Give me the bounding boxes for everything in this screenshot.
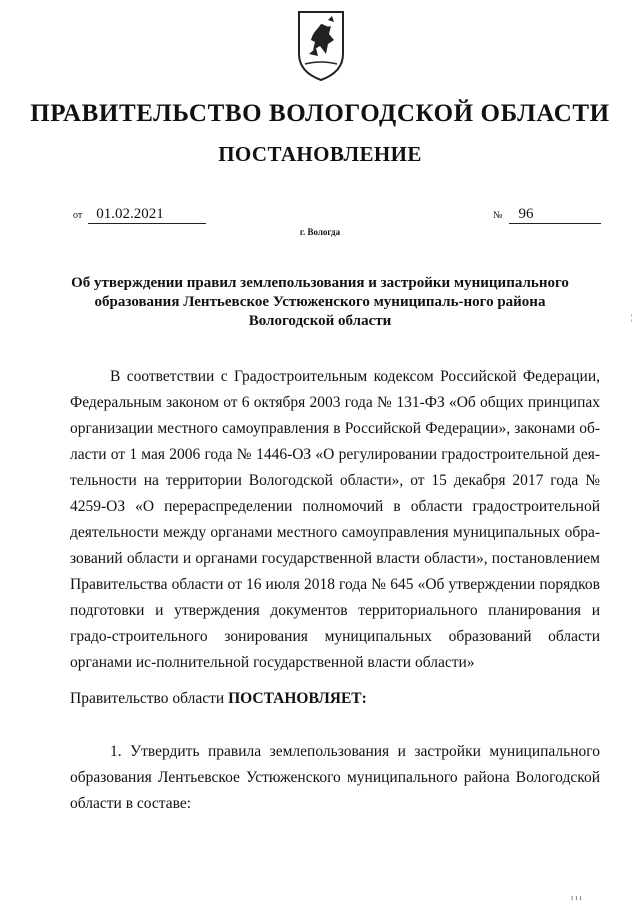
date-value: 01.02.2021 xyxy=(88,206,206,224)
page-mark: ı ı ı xyxy=(571,893,582,902)
item-1-paragraph: 1. Утвердить правила землепользования и застройки муниципального образования Лентьевское Устюженского муниципального района Вологодской области в составе: xyxy=(70,743,600,812)
document-date xyxy=(73,206,206,224)
resolving-word: ПОСТАНОВЛЯЕТ: xyxy=(228,690,367,707)
resolving-prefix: Правительство области xyxy=(70,690,229,707)
government-title: ПРАВИТЕЛЬСТВО ВОЛОГОДСКОЙ ОБЛАСТИ xyxy=(30,100,610,127)
document-subject: Об утверждении правил землепользования и застройки муниципального образования Лентьевское Устюженского муниципаль-ного района Вологодской области xyxy=(71,275,569,329)
document-number xyxy=(493,206,601,224)
document-type: ПОСТАНОВЛЕНИЕ xyxy=(218,142,422,166)
coat-of-arms-icon xyxy=(296,10,346,82)
resolving-line xyxy=(70,686,600,712)
number-value: 96 xyxy=(509,206,601,224)
preamble-paragraph: В соответствии с Градостроительным кодексом Российской Федерации, Федеральным законом от 6 октября 2003 года № 131-ФЗ «Об общих принципах организации местного самоуправления в Российской Федерации», законами об-ласти от 1 мая 2006 года № 1446-ОЗ «О регулировании градостроительной дея-тельности на территории Вологодской области», от 15 декабря 2017 года № 4259-ОЗ «О перераспределении полномочий в области градостроительной деятельности между органами местного самоуправления муниципальных обра-зований области и органами государственной власти области», постановлением Правительства области от 16 июля 2018 года № 645 «Об утверждении порядков подготовки и утверждения документов территориального планирования и градо-строительного зонирования муниципальных образований области органами ис-полнительной государственной власти области» xyxy=(70,368,600,671)
city-name: г. Вологда xyxy=(299,227,341,237)
date-prefix: от xyxy=(73,210,83,221)
margin-mark: ¦ xyxy=(631,313,633,322)
number-prefix: № xyxy=(493,210,503,221)
